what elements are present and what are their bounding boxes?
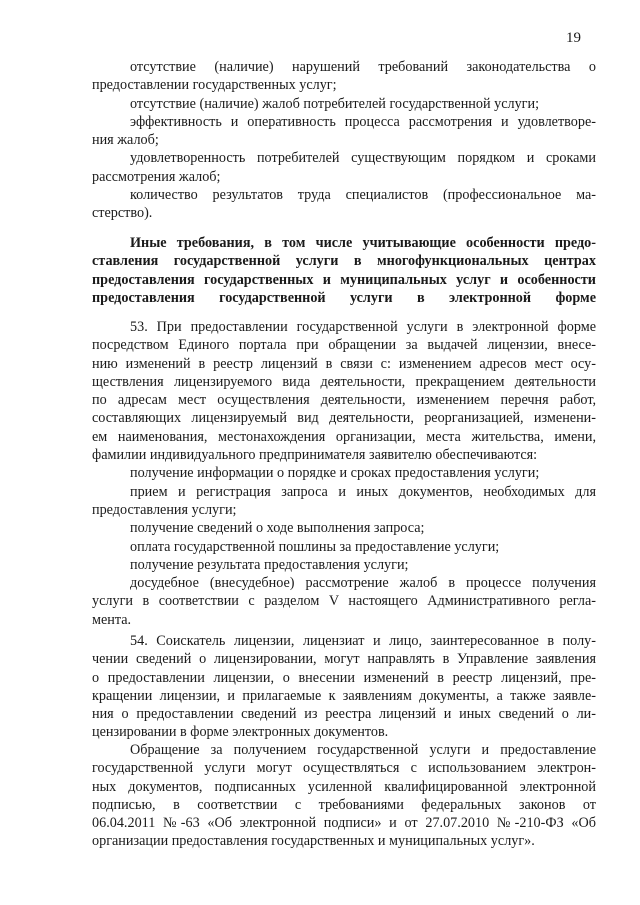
- text-line: ных документов, подписанных усиленной квалифицированной электронной: [92, 778, 596, 795]
- text-line: получение результата предоставления услуги;: [130, 556, 409, 573]
- heading-line: Иные требования, в том числе учитывающие особенности предо-: [130, 235, 596, 251]
- text-line: мента.: [92, 611, 132, 628]
- text-line: получение сведений о ходе выполнения запроса;: [130, 520, 425, 537]
- text-line: о предоставлении лицензии, о внесении изменений в реестр лицензий, пре-: [92, 669, 596, 686]
- text-line: стерство).: [92, 205, 153, 222]
- section-54: [92, 632, 596, 742]
- text-line: услуги в соответствии с разделом V настоящего Административного регла-: [92, 593, 596, 610]
- top-block: [92, 58, 596, 223]
- text-line: чении сведений о лицензировании, могут направлять в Управление заявления: [92, 651, 596, 668]
- text-line: 54. Соискатель лицензии, лицензиат и лицо, заинтересованное в полу-: [130, 633, 596, 649]
- text-line: нию изменений в реестр лицензий в связи с: изменением адресов мест осу-: [92, 355, 596, 372]
- heading-line: предоставления государственной услуги в электронной форме: [92, 289, 596, 306]
- section-heading: [92, 234, 596, 307]
- text-line: оплата государственной пошлины за предоставление услуги;: [130, 538, 500, 555]
- text-line: посредством Единого портала при обращении за выдачей лицензии, внесе-: [92, 337, 596, 354]
- text-line: ния о предоставлении сведений из реестра лицензий и иных сведений о ли-: [92, 706, 596, 723]
- page-number: 19: [566, 30, 581, 46]
- heading-line: ставления государственной услуги в многофункциональных центрах: [92, 253, 596, 270]
- section-53: [92, 318, 596, 629]
- text-line: рассмотрения жалоб;: [92, 168, 221, 185]
- text-line: Обращение за получением государственной услуги и предоставление: [130, 742, 596, 758]
- text-line: досудебное (внесудебное) рассмотрение жалоб в процессе получения: [130, 575, 596, 592]
- text-line: прием и регистрация запроса и иных документов, необходимых для: [130, 483, 596, 500]
- text-line: 06.04.2011 №-63 «Об электронной подписи» и от 27.07.2010 №-210-ФЗ «Об: [92, 815, 596, 832]
- text-line: организации предоставления государственных и муниципальных услуг».: [92, 833, 535, 850]
- text-line: получение информации о порядке и сроках предоставления услуги;: [130, 465, 540, 482]
- text-line: фамилии индивидуального предпринимателя заявителю обеспечиваются:: [92, 447, 538, 464]
- text-line: отсутствие (наличие) жалоб потребителей государственной услуги;: [130, 95, 540, 112]
- text-line: составляющих лицензируемый вид деятельности, реорганизацией, изменени-: [92, 410, 596, 427]
- text-line: удовлетворенность потребителей существующим порядком и сроками: [130, 150, 596, 167]
- text-line: цензировании в форме электронных документов.: [92, 724, 389, 741]
- text-line: предоставления услуги;: [92, 501, 237, 518]
- text-line: предоставлении государственных услуг;: [92, 77, 337, 94]
- text-line: ществления лицензируемого вида деятельности, прекращением деятельности: [92, 373, 596, 390]
- closing-paragraph: [92, 741, 596, 851]
- text-line: кращении лицензии, и прилагаемые к заявлениям документы, а также заявле-: [92, 687, 596, 704]
- text-line: по адресам мест осуществления деятельности, изменением перечня работ,: [92, 392, 596, 409]
- text-line: 53. При предоставлении государственной услуги в электронной форме: [130, 319, 596, 335]
- text-line: государственной услуги могут осуществляться с использованием электрон-: [92, 760, 596, 777]
- heading-line: предоставления государственных и муниципальных услуг и особенности: [92, 271, 596, 288]
- text-line: эффективность и оперативность процесса рассмотрения и удовлетворе-: [130, 113, 596, 130]
- text-line: ния жалоб;: [92, 132, 159, 149]
- text-line: подписью, в соответствии с требованиями федеральных законов от: [92, 796, 596, 813]
- text-line: количество результатов труда специалистов (профессиональное ма-: [130, 187, 596, 204]
- text-line: отсутствие (наличие) нарушений требований законодательства о: [130, 59, 596, 75]
- text-line: ем наименования, местонахождения организации, места жительства, имени,: [92, 428, 596, 445]
